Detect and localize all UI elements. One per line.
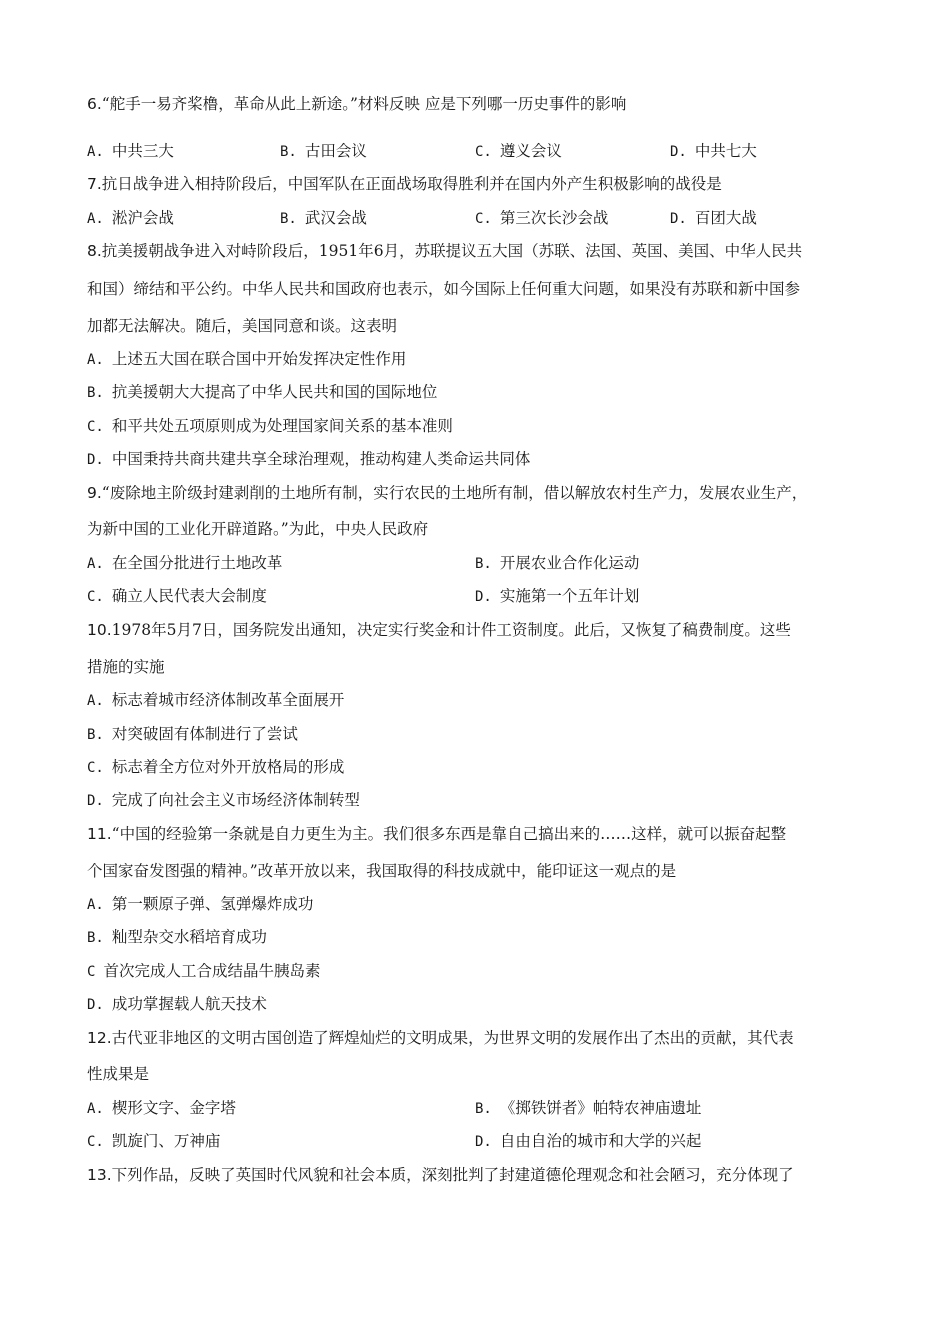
- option-b: B. 对突破固有体制进行了尝试: [87, 725, 298, 743]
- option-a: A. 淞沪会战: [87, 209, 174, 227]
- option-c: C 首次完成人工合成结晶牛胰岛素: [87, 962, 321, 980]
- option-c: C. 凯旋门、万神庙: [87, 1132, 221, 1150]
- question-13-stem-line: [87, 1164, 794, 1186]
- option-c: C. 和平共处五项原则成为处理国家间关系的基本准则: [87, 417, 453, 435]
- option-a: A. 中共三大: [87, 142, 174, 160]
- option-b: B. 开展农业合作化运动: [475, 554, 640, 572]
- option-c: C. 标志着全方位对外开放格局的形成: [87, 758, 345, 776]
- question-11-stem-line: [87, 860, 676, 882]
- question-8-stem-line: [87, 278, 800, 300]
- question-text: 抗美援朝战争进入对峙阶段后，1951年6月，苏联提议五大国（苏联、法国、英国、美国、中华人民共: [101, 242, 803, 260]
- question-text: 抗日战争进入相持阶段后，中国军队在正面战场取得胜利并在国内外产生积极影响的战役是: [101, 175, 722, 193]
- question-10-stem-line: [87, 656, 165, 678]
- question-7-stem-line: [87, 173, 722, 195]
- option-b: B. 武汉会战: [280, 209, 367, 227]
- option-c: C. 第三次长沙会战: [475, 209, 609, 227]
- option-a: A. 标志着城市经济体制改革全面展开: [87, 691, 345, 709]
- question-8-stem-line: [87, 315, 397, 337]
- question-text: “中国的经验第一条就是自力更生为主。我们很多东西是靠自己搞出来的……这样，就可以振奋起整: [111, 825, 787, 843]
- option-b: B. 《掷铁饼者》帕特农神庙遗址: [475, 1099, 702, 1117]
- question-text: “废除地主阶级封建剥削的土地所有制，实行农民的土地所有制，借以解放农村生产力，发展农业生产，: [101, 484, 808, 502]
- question-8-stem-line: [87, 240, 802, 262]
- question-12-stem-line: [87, 1063, 149, 1085]
- question-number: 8.: [87, 242, 102, 260]
- question-number: 6.: [87, 95, 102, 113]
- question-text: 下列作品，反映了英国时代风貌和社会本质，深刻批判了封建道德伦理观念和社会陋习，充分体现了: [111, 1166, 794, 1184]
- question-text: 措施的实施: [87, 658, 165, 676]
- question-text: 1978年5月7日，国务院发出通知，决定实行奖金和计件工资制度。此后，又恢复了稿费制度。这些: [111, 621, 791, 639]
- question-6-stem-line: [87, 93, 626, 115]
- option-b: B. 抗美援朝大大提高了中华人民共和国的国际地位: [87, 383, 438, 401]
- question-number: 9.: [87, 484, 102, 502]
- option-a: A. 上述五大国在联合国中开始发挥决定性作用: [87, 350, 407, 368]
- question-number: 11.: [87, 825, 112, 843]
- option-a: A. 第一颗原子弹、氢弹爆炸成功: [87, 895, 314, 913]
- question-11-stem-line: [87, 823, 786, 845]
- option-d: D. 完成了向社会主义市场经济体制转型: [87, 791, 360, 809]
- option-a: A. 楔形文字、金字塔: [87, 1099, 236, 1117]
- option-d: D. 自由自治的城市和大学的兴起: [475, 1132, 702, 1150]
- question-text: 和国）缔结和平公约。中华人民共和国政府也表示，如今国际上任何重大问题，如果没有苏联和新中国参: [87, 280, 801, 298]
- option-d: D. 实施第一个五年计划: [475, 587, 640, 605]
- question-text: 性成果是: [87, 1065, 150, 1083]
- question-10-stem-line: [87, 619, 791, 641]
- question-text: 加都无法解决。随后，美国同意和谈。这表明: [87, 317, 398, 335]
- option-d: D. 中国秉持共商共建共享全球治理观，推动构建人类命运共同体: [87, 450, 531, 468]
- option-b: B. 古田会议: [280, 142, 367, 160]
- option-d: D. 百团大战: [670, 209, 757, 227]
- question-number: 13.: [87, 1166, 112, 1184]
- option-a: A. 在全国分批进行土地改革: [87, 554, 283, 572]
- option-d: D. 中共七大: [670, 142, 757, 160]
- option-b: B. 籼型杂交水稻培育成功: [87, 928, 267, 946]
- question-9-stem-line: [87, 482, 807, 504]
- question-number: 7.: [87, 175, 102, 193]
- question-text: 古代亚非地区的文明古国创造了辉煌灿烂的文明成果，为世界文明的发展作出了杰出的贡献，其代表: [111, 1029, 794, 1047]
- question-9-stem-line: [87, 518, 428, 540]
- question-text: 个国家奋发图强的精神。”改革开放以来，我国取得的科技成就中，能印证这一观点的是: [87, 862, 677, 880]
- question-number: 12.: [87, 1029, 112, 1047]
- option-c: C. 确立人民代表大会制度: [87, 587, 267, 605]
- question-text: 为新中国的工业化开辟道路。”为此，中央人民政府: [87, 520, 429, 538]
- option-d: D. 成功掌握载人航天技术: [87, 995, 267, 1013]
- question-text: “舵手一易齐桨橹，革命从此上新途。”材料反映 应是下列哪一历史事件的影响: [101, 95, 627, 113]
- question-number: 10.: [87, 621, 112, 639]
- question-12-stem-line: [87, 1027, 794, 1049]
- option-c: C. 遵义会议: [475, 142, 562, 160]
